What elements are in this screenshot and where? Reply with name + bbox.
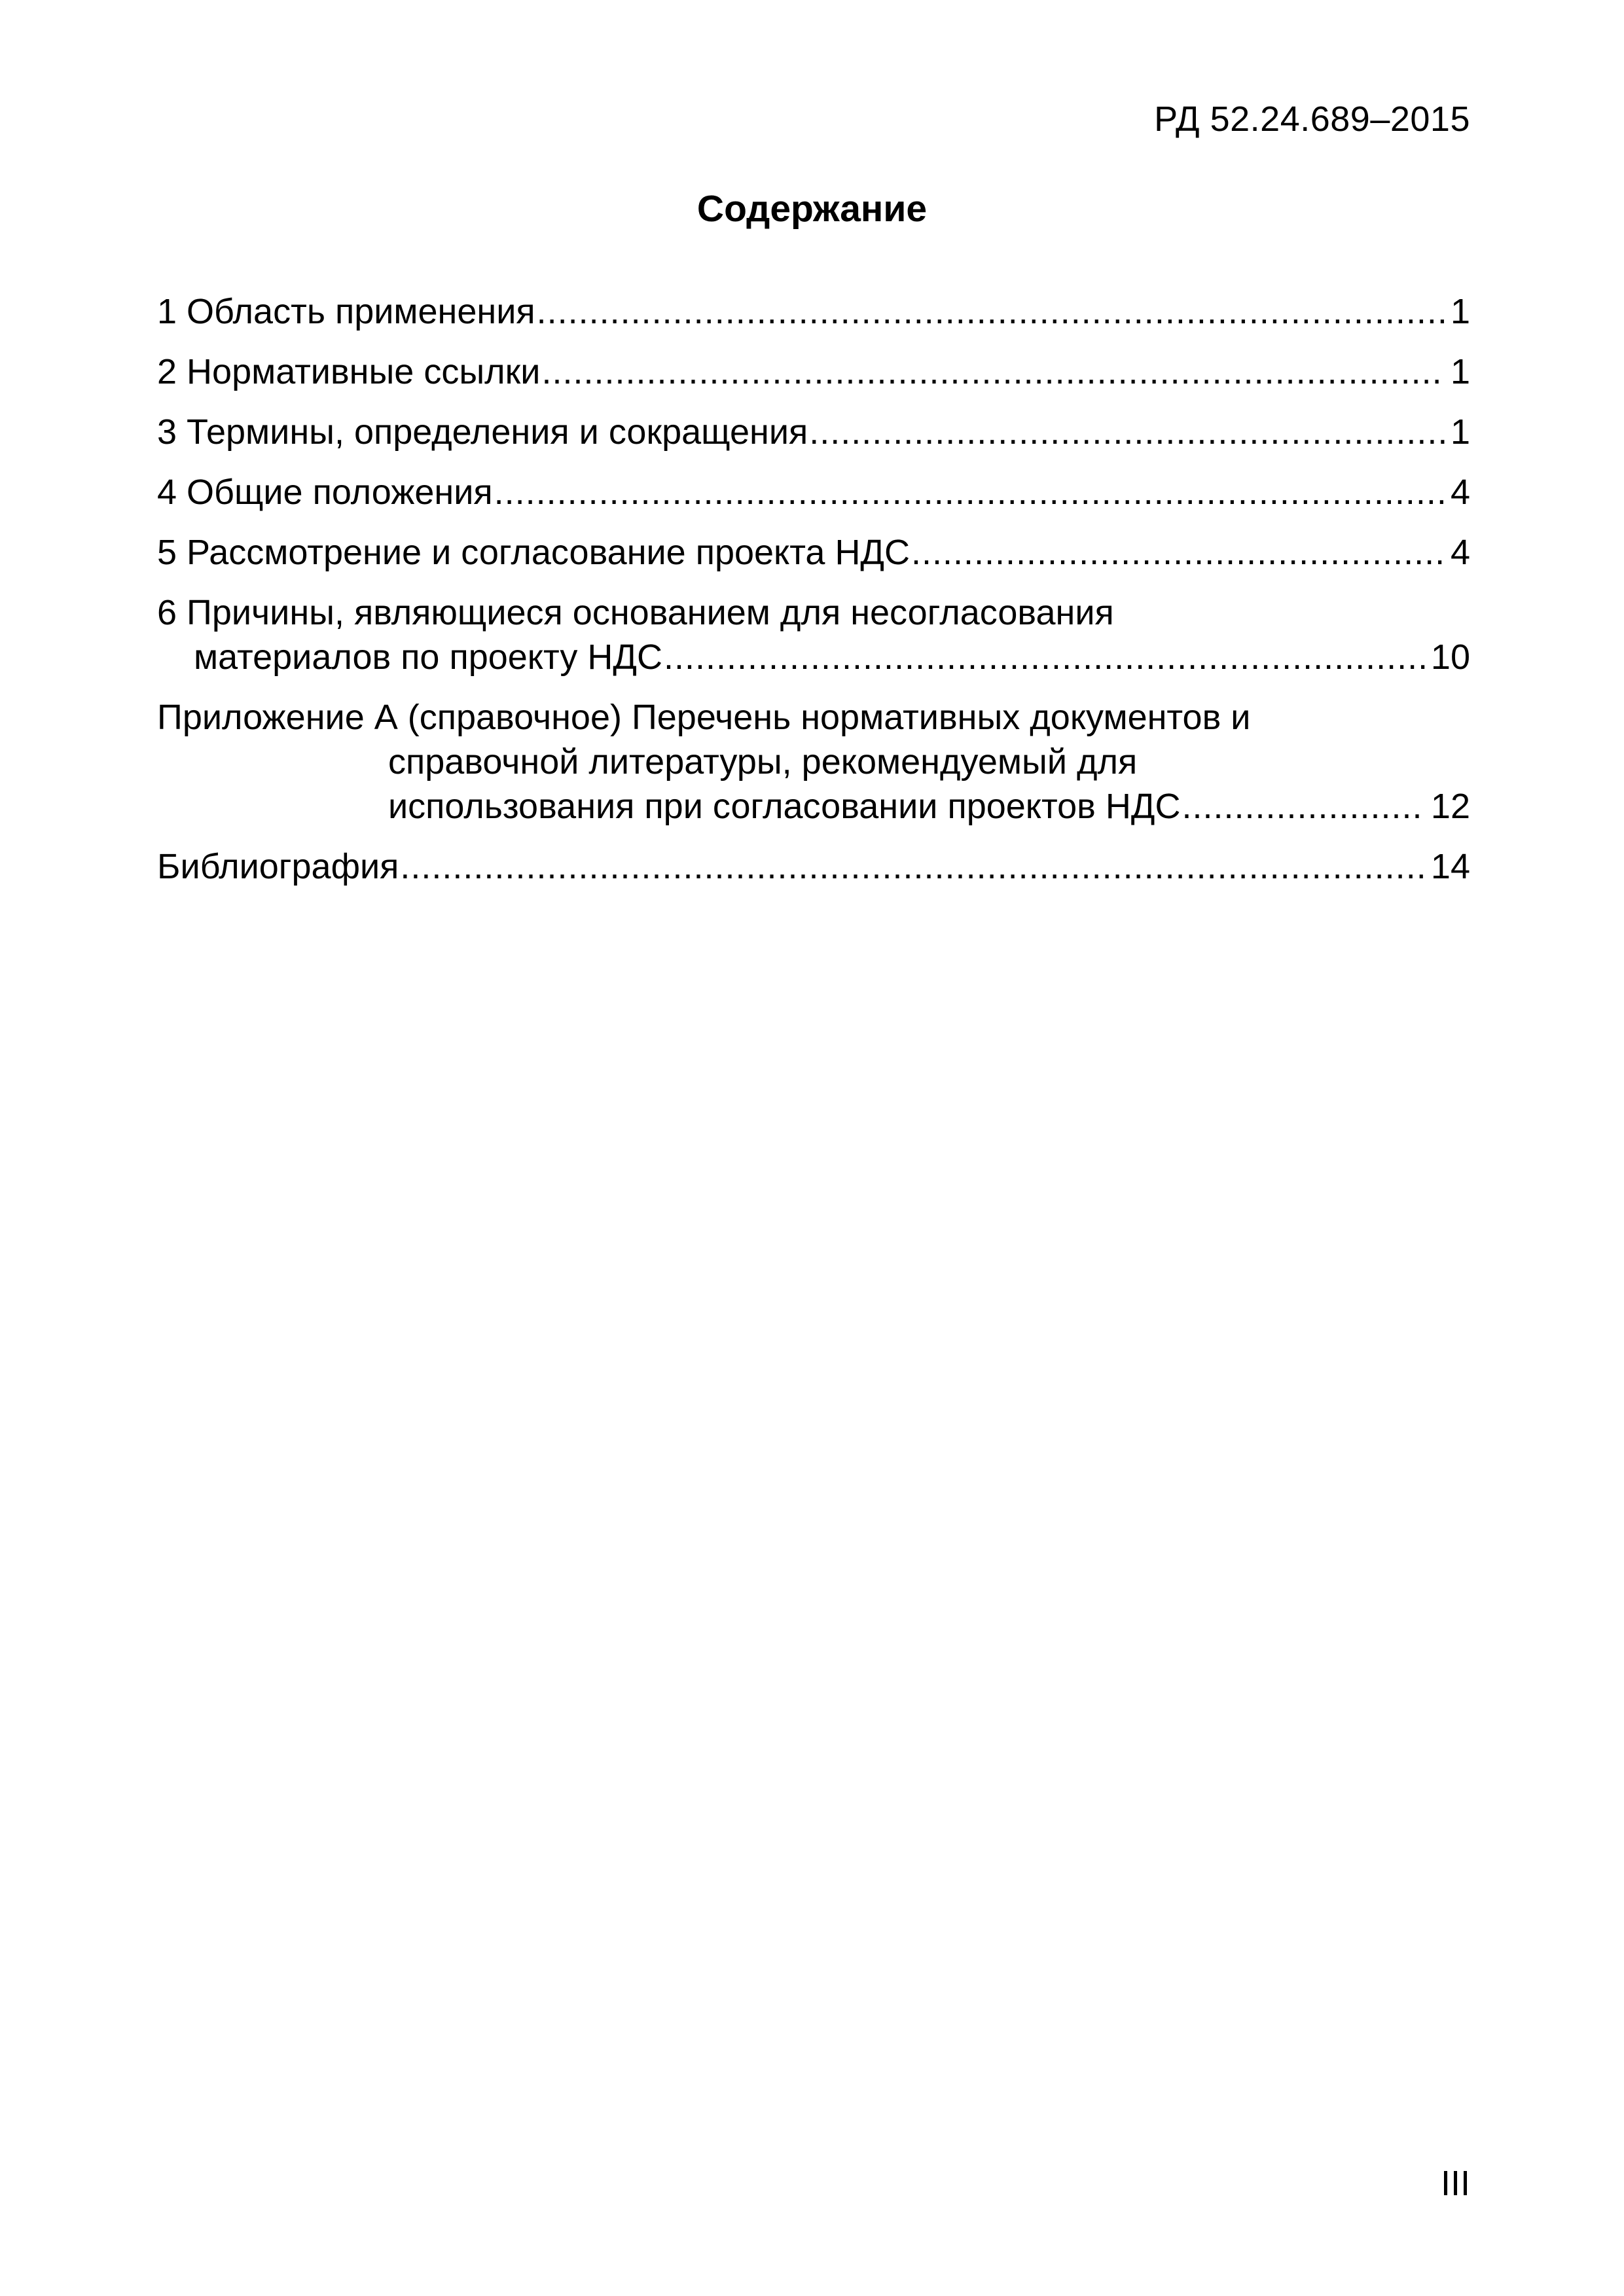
toc-line <box>157 695 1470 740</box>
toc-entry-title: 5 Рассмотрение и согласование проекта НДС <box>157 533 911 572</box>
toc-entry-title-continued: материалов по проекту НДС <box>194 637 662 677</box>
toc-leader-dots <box>911 530 1445 575</box>
toc-leader-dots <box>664 635 1426 679</box>
toc-entry-title: 3 Термины, определения и сокращения <box>157 412 808 452</box>
toc-page-number: 14 <box>1430 847 1470 886</box>
toc-line <box>157 289 1470 334</box>
toc-leader-dots <box>1182 784 1425 829</box>
document-code: РД 52.24.689–2015 <box>1154 99 1470 139</box>
toc-entry-title: Приложение А (справочное) Перечень нормативных документов и <box>157 698 1251 737</box>
toc-leader-dots <box>537 289 1445 334</box>
toc-page-number: 4 <box>1450 533 1470 572</box>
toc-leader-dots <box>541 350 1445 394</box>
toc-entry-scope[interactable] <box>157 289 1470 334</box>
page-number: III <box>1440 2164 1470 2203</box>
toc-line <box>157 590 1470 635</box>
toc-page-number: 10 <box>1430 637 1470 677</box>
toc-line <box>157 635 1470 679</box>
page-title: Содержание <box>696 188 928 230</box>
toc-line <box>157 470 1470 514</box>
toc-entry-title: 2 Нормативные ссылки <box>157 352 541 391</box>
toc-entry-terms[interactable] <box>157 410 1470 454</box>
toc-leader-dots <box>494 470 1445 514</box>
toc-page-number: 1 <box>1450 412 1470 452</box>
toc-line <box>157 350 1470 394</box>
toc-entry-bibliography[interactable] <box>157 844 1470 889</box>
toc-entry-rejection-reasons[interactable] <box>157 590 1470 679</box>
toc-line <box>157 530 1470 575</box>
toc-entry-general-provisions[interactable] <box>157 470 1470 514</box>
toc-entry-title: Библиография <box>157 847 399 886</box>
toc-entry-appendix-a[interactable] <box>157 695 1470 829</box>
toc-entry-title-continued: использования при согласовании проектов НДС <box>388 787 1181 826</box>
toc-entry-title: 4 Общие положения <box>157 473 493 512</box>
toc-leader-dots <box>809 410 1445 454</box>
toc-leader-dots <box>400 844 1426 889</box>
toc-entry-title: 6 Причины, являющиеся основанием для несогласования <box>157 593 1114 632</box>
toc-entry-title: 1 Область применения <box>157 292 535 331</box>
toc-entry-title-continued: справочной литературы, рекомендуемый для <box>388 742 1138 781</box>
toc-line <box>157 410 1470 454</box>
toc-entry-normative-references[interactable] <box>157 350 1470 394</box>
toc-page-number: 4 <box>1450 473 1470 512</box>
table-of-contents <box>157 289 1470 905</box>
toc-line <box>157 740 1470 784</box>
toc-entry-review-approval[interactable] <box>157 530 1470 575</box>
toc-page-number: 12 <box>1430 787 1470 826</box>
toc-page-number: 1 <box>1450 292 1470 331</box>
toc-line <box>157 844 1470 889</box>
toc-page-number: 1 <box>1450 352 1470 391</box>
toc-line <box>157 784 1470 829</box>
